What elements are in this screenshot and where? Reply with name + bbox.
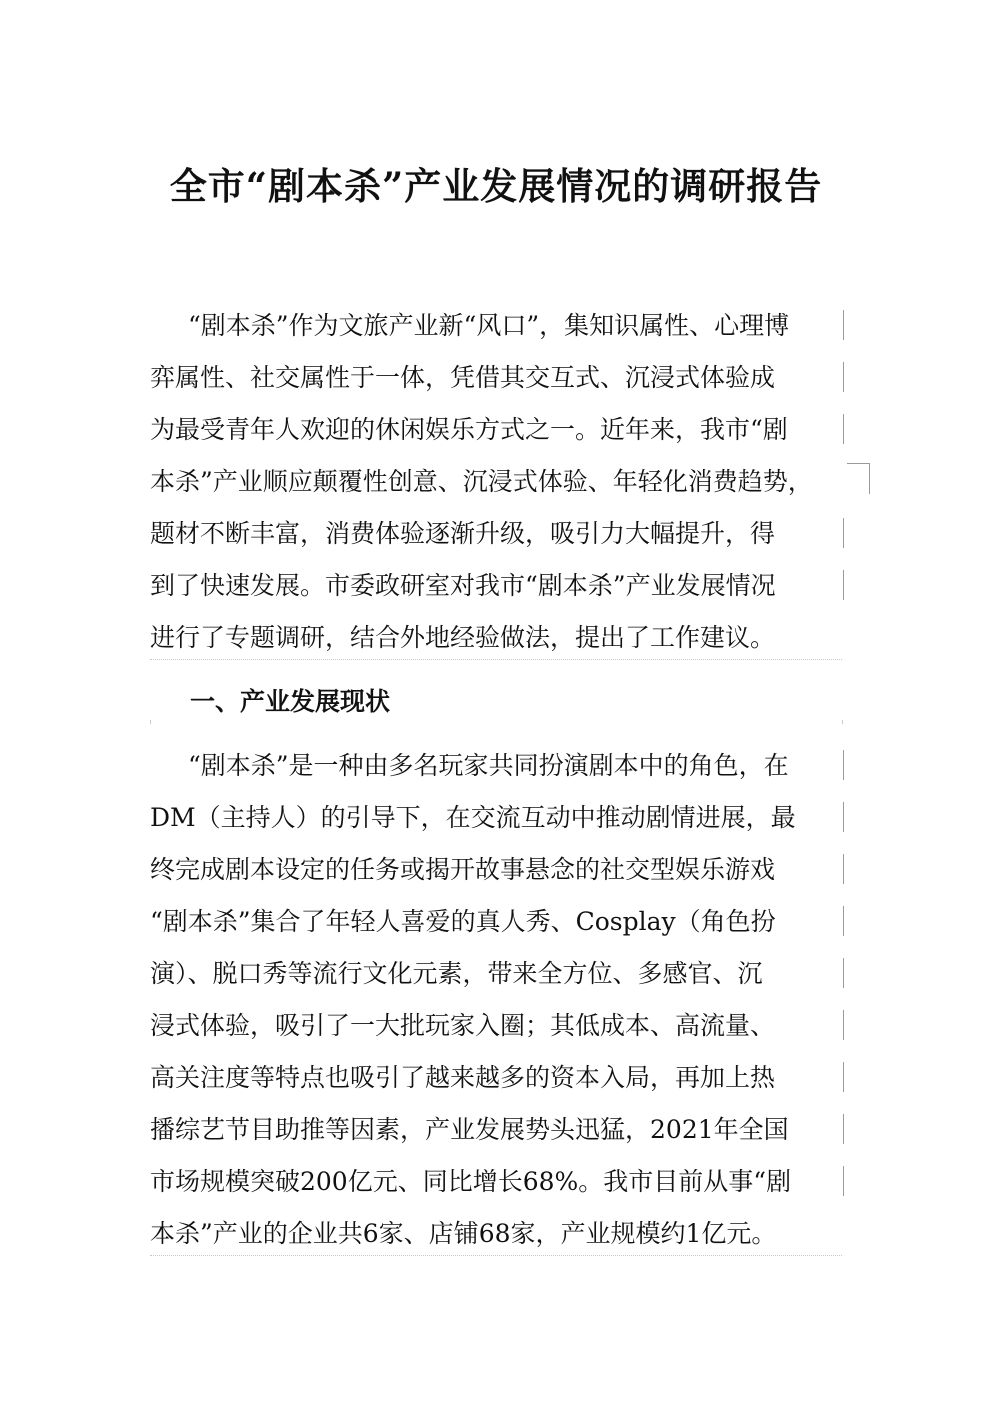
section-paragraph <box>150 740 842 1260</box>
margin-mark <box>843 414 844 444</box>
intro-line-5: 题材不断丰富，消费体验逐渐升级，吸引力大幅提升，得 <box>150 519 776 548</box>
intro-line-2: 弈属性、社交属性于一体，凭借其交互式、沉浸式体验成 <box>150 363 776 392</box>
paragraph-rule <box>150 659 842 660</box>
margin-mark <box>843 750 844 780</box>
section-line-7: 高关注度等特点也吸引了越来越多的资本入局，再加上热 <box>150 1063 776 1092</box>
section-line-6: 浸式体验，吸引了一大批玩家入圈；其低成本、高流量、 <box>150 1011 776 1040</box>
margin-mark <box>843 958 844 988</box>
section-line-10: 本杀”产业的企业共6家、店铺68家，产业规模约1亿元。 <box>150 1219 777 1248</box>
margin-mark <box>843 854 844 884</box>
section-line-3: 终完成剧本设定的任务或揭开故事悬念的社交型娱乐游戏 <box>150 855 776 884</box>
margin-tick <box>842 720 843 724</box>
section-line-8: 播综艺节目助推等因素，产业发展势头迅猛，2021年全国 <box>150 1115 789 1144</box>
margin-mark <box>843 906 844 936</box>
intro-line-7: 进行了专题调研，结合外地经验做法，提出了工作建议。 <box>150 623 776 652</box>
intro-line-4: 本杀”产业顺应颠覆性创意、沉浸式体验、年轻化消费趋势， <box>150 467 813 496</box>
margin-mark <box>843 518 844 548</box>
intro-line-6: 到了快速发展。市委政研室对我市“剧本杀”产业发展情况 <box>150 571 776 600</box>
margin-tick <box>150 720 151 724</box>
margin-corner-mark <box>847 463 870 494</box>
margin-mark <box>843 310 844 340</box>
intro-paragraph <box>150 300 842 664</box>
margin-mark <box>843 1166 844 1196</box>
section-line-2: DM（主持人）的引导下，在交流互动中推动剧情进展，最 <box>150 803 796 832</box>
section-line-1: “剧本杀”是一种由多名玩家共同扮演剧本中的角色，在 <box>188 751 789 780</box>
document-title: 全市“剧本杀”产业发展情况的调研报告 <box>169 164 823 208</box>
margin-mark <box>843 362 844 392</box>
margin-mark <box>843 1114 844 1144</box>
paragraph-rule <box>150 1255 842 1256</box>
intro-line-3: 为最受青年人欢迎的休闲娱乐方式之一。近年来，我市“剧 <box>150 415 788 444</box>
section-line-4: “剧本杀”集合了年轻人喜爱的真人秀、Cosplay（角色扮 <box>150 907 776 936</box>
section-line-9: 市场规模突破200亿元、同比增长68%。我市目前从事“剧 <box>150 1167 792 1196</box>
intro-line-1: “剧本杀”作为文旅产业新“风口”，集知识属性、心理博 <box>188 311 790 340</box>
margin-mark <box>843 570 844 600</box>
section-heading: 一、产业发展现状 <box>190 687 391 716</box>
margin-mark <box>843 1062 844 1092</box>
section-line-5: 演）、脱口秀等流行文化元素，带来全方位、多感官、沉 <box>150 959 763 988</box>
margin-mark <box>843 1010 844 1040</box>
margin-mark <box>843 802 844 832</box>
